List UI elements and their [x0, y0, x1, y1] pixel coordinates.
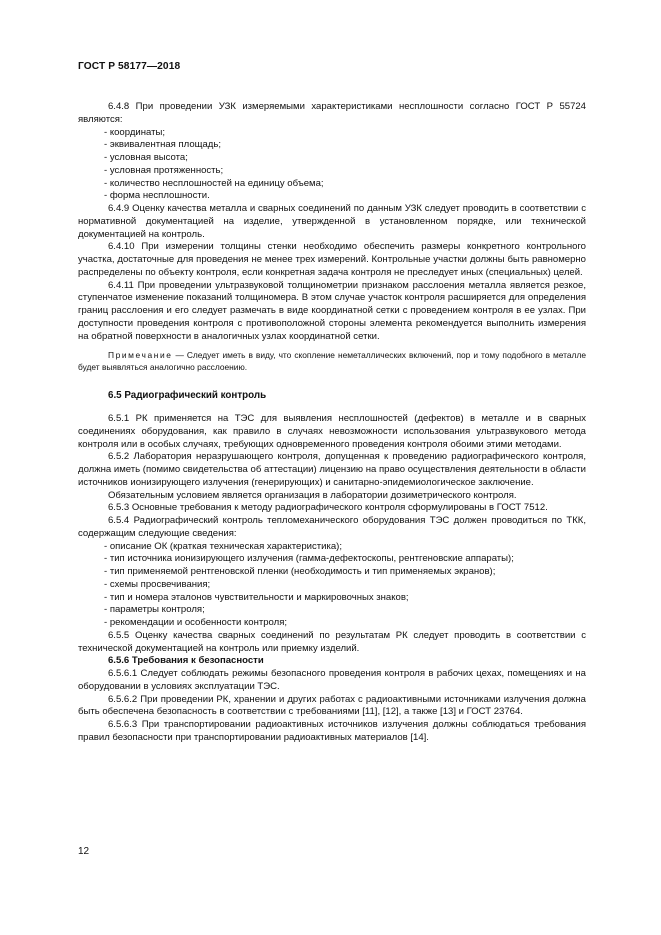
- list-item: - координаты;: [104, 126, 165, 138]
- note: [78, 350, 586, 373]
- list-item: - тип источника ионизирующего излучения (гамма-дефектоскопы, рентгеновские аппараты);: [104, 553, 514, 565]
- document-body: [78, 101, 586, 745]
- list-6-5-4: [78, 541, 586, 630]
- paragraph-6-5-6-3: 6.5.6.3 При транспортировании радиоактивных источников излучения должны соблюдаться требования правил безопасности при транспортировании радиоактивных материалов [14].: [78, 719, 586, 743]
- list-6-4-8: [78, 127, 586, 204]
- paragraph-6-5-1: 6.5.1 РК применяется на ТЭС для выявления несплошностей (дефектов) в металле и в сварных соединениях оборудования, как правило в случаях невозможности использования ультразвукового метода контроля или в особых случаях, требующих одновременного проведения контроля обоими этими методами.: [78, 413, 586, 450]
- list-item: - эквивалентная площадь;: [104, 139, 222, 151]
- paragraph-6-5-4: 6.5.4 Радиографический контроль тепломеханического оборудования ТЭС должен проводиться по ТКК, содержащим следующие сведения:: [78, 515, 586, 539]
- page-number: 12: [78, 846, 90, 857]
- list-item: - тип и номера эталонов чувствительности и маркировочных знаков;: [104, 591, 409, 603]
- paragraph-6-5-5: 6.5.5 Оценку качества сварных соединений по результатам РК следует проводить в соответствии с технической документацией на контроль или приемку изделий.: [78, 629, 586, 654]
- section-title-6-5-6: 6.5.6 Требования к безопасности: [108, 655, 264, 667]
- list-item: - схемы просвечивания;: [104, 578, 211, 590]
- list-item: - рекомендации и особенности контроля;: [104, 617, 288, 629]
- list-item: - тип применяемой рентгеновской пленки (необходимость и тип применяемых экранов);: [104, 566, 496, 578]
- paragraph-6-5-3: 6.5.3 Основные требования к методу радиографического контроля сформулированы в ГОСТ 7512.: [108, 502, 548, 514]
- list-item: - условная высота;: [104, 152, 188, 163]
- list-item: - форма несплошности.: [104, 190, 210, 202]
- list-item: - условная протяженность;: [104, 164, 224, 176]
- document-header: ГОСТ Р 58177—2018: [78, 61, 181, 72]
- paragraph-6-4-8: 6.4.8 При проведении УЗК измеряемыми характеристиками несплошности согласно ГОСТ Р 55724 являются:: [78, 101, 586, 125]
- list-item: - параметры контроля;: [104, 604, 205, 616]
- paragraph-6-5-6-1: 6.5.6.1 Следует соблюдать режимы безопасного проведения контроля в рабочих цехах, помещениях и на оборудовании в условиях эксплуатации ТЭС.: [78, 668, 586, 692]
- paragraph-6-5-2: 6.5.2 Лаборатория неразрушающего контроля, допущенная к проведению радиографического контроля, должна иметь (помимо свидетельства об аттестации) лицензию на право осуществления деятельности в области источников ионизирующего излучения (генерирующих) и санитарно-эпидемиологическое заключение.: [78, 451, 586, 488]
- note-text: — Следует иметь в виду, что скопление неметаллических включений, пор и тому подобного в металле будет выявляться аналогично расслоению.: [78, 350, 586, 372]
- list-item: - количество несплошностей на единицу объема;: [104, 177, 324, 189]
- paragraph-6-4-11: 6.4.11 При проведении ультразвуковой толщинометрии признаком расслоения металла является резкое, ступенчатое изменение показаний толщиномера. В этом случае участок контроля расширяется для определения границ расслоения и его следует размечать в виде координатной сетки с проведением контроля в ее узлах. При доступности проведения контроля с противоположной стороны элемента рекомендуется выполнить измерения на обратной поверхности в аналогичных узлах координатной сетки.: [78, 279, 586, 342]
- section-title-6-5: 6.5 Радиографический контроль: [108, 390, 267, 402]
- paragraph-6-5-2-extra: Обязательным условием является организация в лаборатории дозиметрического контроля.: [108, 489, 517, 501]
- list-item: - описание ОК (краткая техническая характеристика);: [104, 540, 343, 552]
- paragraph-6-4-9: 6.4.9 Оценку качества металла и сварных соединений по данным УЗК следует проводить в соответствии с нормативной документацией на изделие, утвержденной в установленном порядке, или технической документацией на контроль.: [78, 203, 586, 240]
- paragraph-6-5-6-2: 6.5.6.2 При проведении РК, хранении и других работах с радиоактивными источниками излучения должна быть обеспечена безопасность в соответствии с требованиями [11], [12], а также [13] и ГОСТ 23764.: [78, 693, 586, 718]
- paragraph-6-4-10: 6.4.10 При измерении толщины стенки необходимо обеспечить размеры конкретного контрольного участка, достаточные для проведения не менее трех измерений. Контрольные участки должны быть равномерно распределены по объекту контроля, если конкретная задача контроля не преследует иных (специальных) целей.: [78, 241, 586, 278]
- note-label: Примечание: [108, 350, 173, 361]
